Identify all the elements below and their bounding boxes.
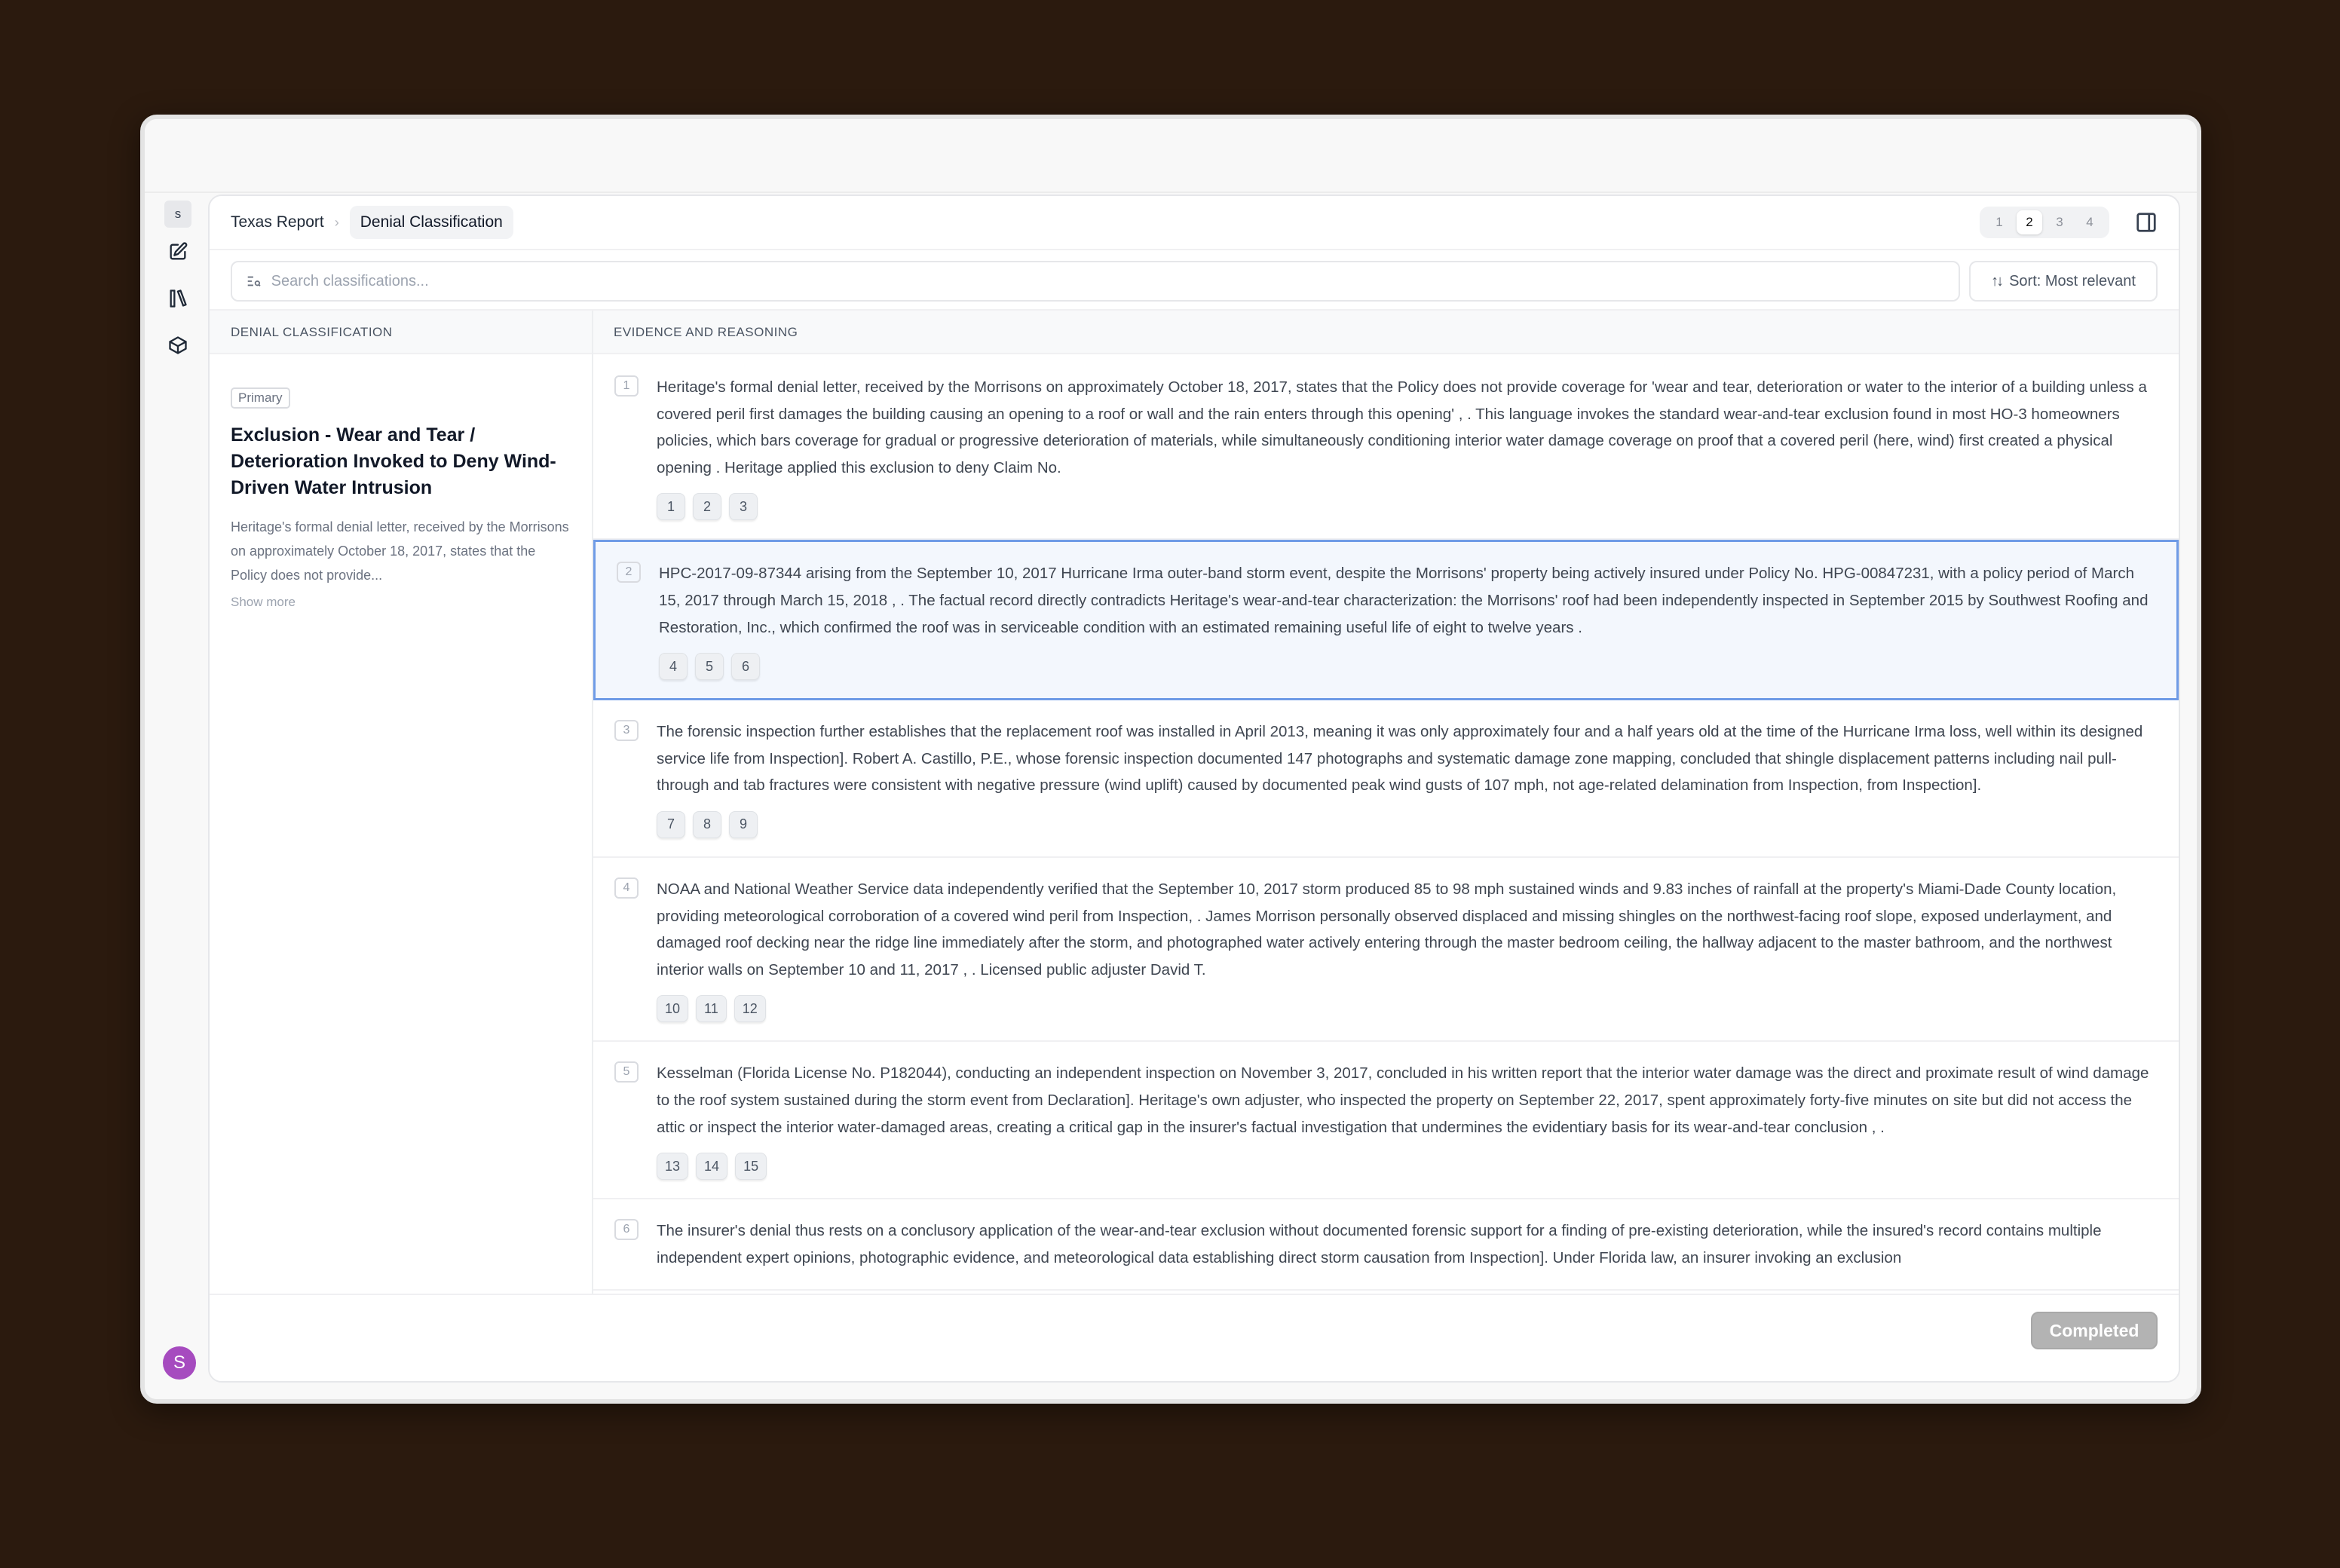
citation-chip[interactable]: 13 — [657, 1153, 688, 1180]
evidence-text: The forensic inspection further establishes that the replacement roof was installed in April 2013, meaning it was only approximately four and a half years old at the time of the Hurricane Irma loss, well within its designed service life from Inspection]. Robert A. Castillo, P.E., whose forensic inspection documented 147 photographs and systematic damage zone mapping, concluded that shingle displacement patterns including nail pull-through and tab fractures were consistent with negative pressure (wind uplift) caused by documented peak wind gusts of 107 mph, not age-related delamination from Inspection, from Inspection]. — [657, 723, 2143, 795]
search-row — [210, 252, 2179, 311]
citation-chip[interactable]: 7 — [657, 811, 685, 838]
evidence-number: 6 — [614, 1219, 639, 1240]
sort-button[interactable] — [1969, 261, 2158, 302]
evidence-number: 1 — [614, 375, 639, 397]
user-avatar[interactable]: S — [163, 1346, 196, 1380]
citation-chip[interactable]: 3 — [729, 493, 758, 520]
citation-chip[interactable]: 1 — [657, 493, 685, 520]
page-switcher — [1980, 207, 2109, 238]
breadcrumb-root[interactable]: Texas Report — [231, 213, 324, 231]
classification-panel — [210, 356, 592, 1294]
citation-chip[interactable]: 11 — [696, 995, 727, 1022]
evidence-number: 2 — [617, 562, 641, 583]
citation-list — [657, 811, 2158, 838]
breadcrumb-current[interactable]: Denial Classification — [350, 206, 513, 239]
box-icon[interactable] — [164, 332, 191, 359]
citation-list — [659, 653, 2155, 680]
page-4-button[interactable]: 4 — [2086, 215, 2093, 229]
citation-chip[interactable]: 14 — [696, 1153, 727, 1180]
citation-chip[interactable]: 10 — [657, 995, 688, 1022]
citation-chip[interactable]: 2 — [693, 493, 721, 520]
primary-badge: Primary — [231, 387, 290, 409]
evidence-text: Kesselman (Florida License No. P182044), conducting an independent inspection on November 3, 2017, concluded in his written report that the interior water damage was the direct and proximate result of wind damage to the roof system sustained during the storm event from Declaration]. Heritage's own adjuster, who inspected the property on September 22, 2017, spent approximately forty-five minutes on site but did not access the attic or inspect the interior water-damaged areas, creating a critical gap in the insurer's factual investigation that undermines the evidentiary basis for its wear-and-tear conclusion , . — [657, 1064, 2149, 1136]
search-box — [231, 261, 1960, 302]
evidence-item-2-selected[interactable] — [593, 540, 2179, 700]
search-input[interactable] — [271, 273, 1959, 290]
app-window — [140, 115, 2201, 1404]
citation-list — [657, 493, 2158, 520]
page-2-button[interactable]: 2 — [2017, 210, 2042, 234]
column-headers — [210, 311, 2179, 354]
classification-description: Heritage's formal denial letter, received by the Morrisons on approximately October 18, 2017, states that the Policy does not provide... — [231, 519, 569, 583]
classification-title: Exclusion - Wear and Tear / Deterioration Invoked to Deny Wind-Driven Water Intrusion — [231, 424, 556, 498]
filter-search-icon — [246, 273, 262, 289]
show-more-link[interactable]: Show more — [231, 595, 296, 609]
sort-arrows-icon: ↑↓ — [1991, 272, 2002, 289]
sort-label: Sort: Most relevant — [2009, 272, 2136, 289]
evidence-number: 3 — [614, 720, 639, 741]
citation-chip[interactable]: 15 — [735, 1153, 767, 1180]
evidence-list[interactable] — [593, 356, 2179, 1294]
citation-list — [657, 995, 2158, 1022]
evidence-number: 5 — [614, 1061, 639, 1083]
library-icon[interactable] — [164, 285, 191, 312]
column-header-evidence: EVIDENCE AND REASONING — [614, 325, 798, 339]
breadcrumb — [210, 196, 2179, 250]
evidence-number: 4 — [614, 877, 639, 899]
column-header-classification: DENIAL CLASSIFICATION — [231, 325, 393, 339]
edit-icon[interactable] — [164, 238, 191, 265]
page-1-button[interactable]: 1 — [1995, 215, 2003, 229]
evidence-item-5[interactable] — [593, 1042, 2179, 1199]
footer-bar — [210, 1294, 2179, 1381]
citation-list — [657, 1153, 2158, 1180]
completed-button[interactable]: Completed — [2031, 1312, 2158, 1349]
citation-chip[interactable]: 4 — [659, 653, 688, 680]
evidence-text: Heritage's formal denial letter, received by the Morrisons on approximately October 18, 2017, states that the Policy does not provide coverage for 'wear and tear, deterioration or water to the interior of a building unless a covered peril first damages the building causing an opening to a roof or wall and the rain enters through this opening' , . This language invokes the standard wear-and-tear exclusion found in most HO-3 homeowners policies, which bars coverage for gradual or progressive deterioration of materials, while simultaneously conditioning interior water damage coverage on proof that a covered peril (here, wind) first created a physical opening . Heritage applied this exclusion to deny Claim No. — [657, 378, 2147, 476]
main-card — [208, 194, 2180, 1383]
chevron-right-icon: › — [334, 214, 339, 230]
citation-chip[interactable]: 8 — [693, 811, 721, 838]
evidence-text: HPC-2017-09-87344 arising from the September 10, 2017 Hurricane Irma outer-band storm event, despite the Morrisons' property being actively insured under Policy No. HPG-00847231, with a policy period of March 15, 2017 through March 15, 2018 , . The factual record directly contradicts Heritage's wear-and-tear characterization: the Morrisons' roof had been independently inspected in September 2015 by Southwest Roofing and Restoration, Inc., which confirmed the roof was in serviceable condition with an estimated remaining useful life of eight to twelve years . — [659, 565, 2149, 636]
citation-chip[interactable]: 9 — [729, 811, 758, 838]
citation-chip[interactable]: 6 — [731, 653, 760, 680]
left-rail — [145, 193, 208, 1399]
citation-chip[interactable]: 12 — [734, 995, 766, 1022]
page-3-button[interactable]: 3 — [2056, 215, 2063, 229]
evidence-item-3[interactable] — [593, 700, 2179, 858]
sidebar-toggle-icon[interactable] — [2135, 211, 2159, 235]
evidence-item-6[interactable] — [593, 1199, 2179, 1291]
workspace-switcher[interactable]: s — [164, 201, 191, 228]
citation-chip[interactable]: 5 — [695, 653, 724, 680]
title-bar — [145, 119, 2197, 193]
evidence-item-4[interactable] — [593, 858, 2179, 1042]
evidence-text: NOAA and National Weather Service data independently verified that the September 10, 2017 storm produced 85 to 98 mph sustained winds and 9.83 inches of rainfall at the property's Miami-Dade County location, providing meteorological corroboration of a covered wind peril from Inspection, . James Morrison personally observed displaced and missing shingles on the northwest-facing roof slope, exposed underlayment, and damaged roof decking near the ridge line immediately after the storm, and photographed water actively entering through the master bedroom ceiling, the hallway adjacent to the master bathroom, and the northwest interior walls on September 10 and 11, 2017 , . Licensed public adjuster David T. — [657, 880, 2117, 978]
evidence-item-1[interactable] — [593, 356, 2179, 540]
evidence-text: The insurer's denial thus rests on a conclusory application of the wear-and-tear exclusion without documented forensic support for a finding of pre-existing deterioration, while the insured's record contains multiple independent expert opinions, photographic evidence, and meteorological data establishing direct storm causation from Inspection]. Under Florida law, an insurer invoking an exclusion — [657, 1222, 2102, 1266]
